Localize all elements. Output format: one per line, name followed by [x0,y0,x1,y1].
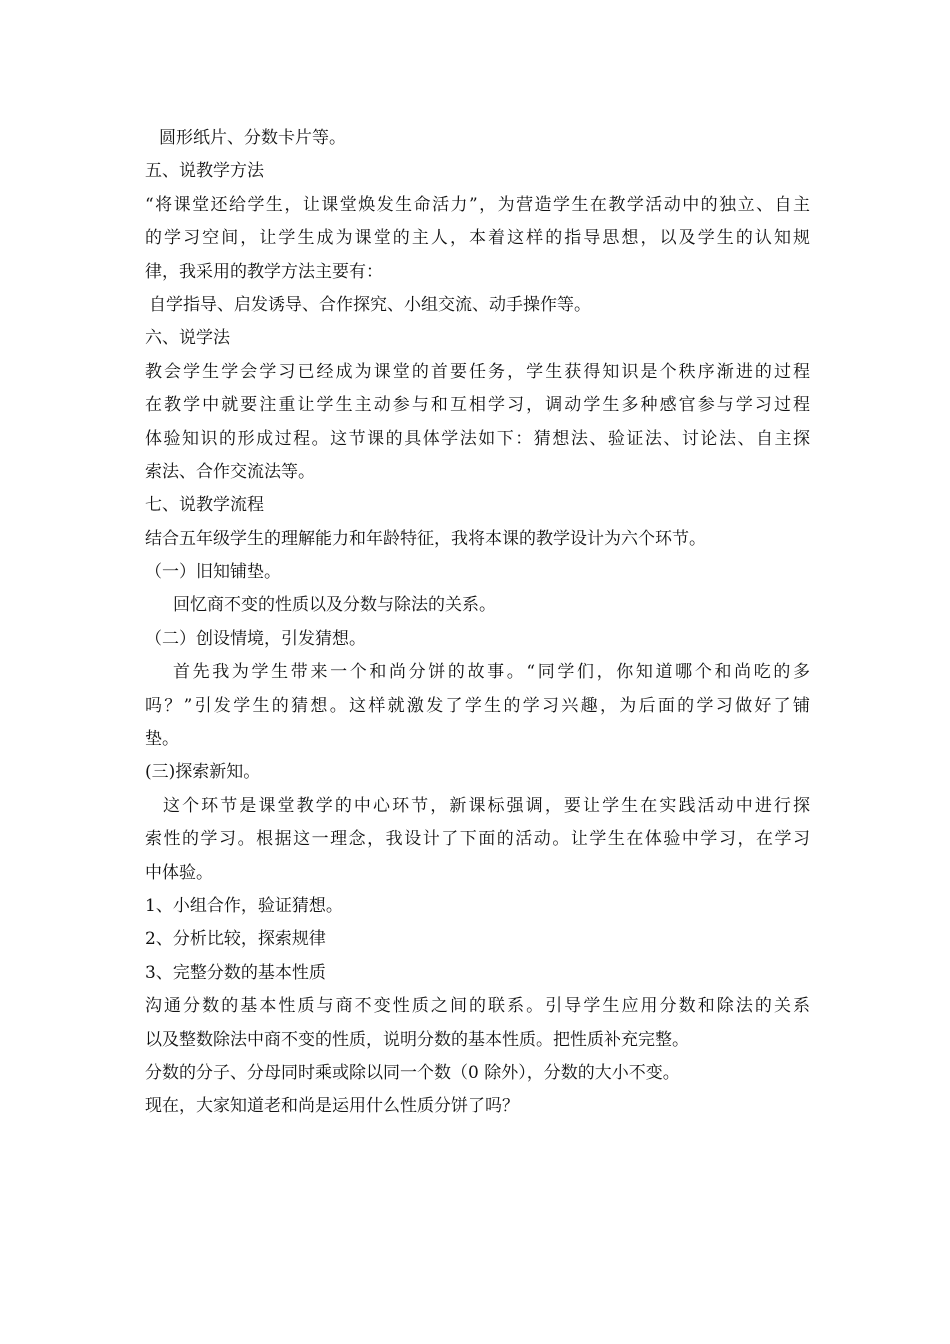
subsection-heading: （二）创设情境，引发猜想。 [145,628,366,649]
subsection-heading: (三)探索新知。 [145,762,261,783]
list-item: 2、分析比较，探索规律 [145,929,326,950]
paragraph-line: 分数的分子、分母同时乘或除以同一个数（0 除外），分数的大小不变。 [145,1062,680,1083]
document-body [145,122,810,1124]
paragraph-line: 这个环节是课堂教学的中心环节，新课标强调，要让学生在实践活动中进行探 [163,795,810,816]
paragraph-line: 在教学中就要注重让学生主动参与和互相学习，调动学生多种感官参与学习过程 [145,395,810,416]
paragraph-line: 结合五年级学生的理解能力和年龄特征，我将本课的教学设计为六个环节。 [145,528,706,549]
paragraph-line: 以及整数除法中商不变的性质，说明分数的基本性质。把性质补充完整。 [145,1029,689,1050]
list-item: 3、完整分数的基本性质 [145,962,326,983]
paragraph-line: “将课堂还给学生，让课堂焕发生命活力”，为营造学生在教学活动中的独立、自主 [145,194,810,215]
paragraph-line: 沟通分数的基本性质与商不变性质之间的联系。引导学生应用分数和除法的关系 [145,996,810,1017]
paragraph-line: 体验知识的形成过程。这节课的具体学法如下：猜想法、验证法、讨论法、自主探 [145,428,810,449]
list-item: 1、小组合作，验证猜想。 [145,895,343,916]
paragraph-line: 的学习空间，让学生成为课堂的主人，本着这样的指导思想，以及学生的认知规 [145,228,810,249]
paragraph-line: 圆形纸片、分数卡片等。 [159,128,346,148]
paragraph-line: 教会学生学会学习已经成为课堂的首要任务，学生获得知识是个秩序渐进的过程 [145,361,810,382]
paragraph-line: 律，我采用的教学方法主要有： [145,261,383,282]
paragraph-line: 索法、合作交流法等。 [145,461,315,482]
paragraph-line: 垫。 [145,729,179,750]
section-heading: 六、说学法 [145,328,230,349]
section-heading: 五、说教学方法 [145,161,264,182]
paragraph-line: 中体验。 [145,862,213,883]
subsection-heading: （一）旧知铺垫。 [145,562,281,583]
paragraph-line: 吗？”引发学生的猜想。这样就激发了学生的学习兴趣，为后面的学习做好了铺 [145,695,810,716]
section-heading: 七、说教学流程 [145,495,264,516]
paragraph-line: 首先我为学生带来一个和尚分饼的故事。“同学们，你知道哪个和尚吃的多 [173,662,810,683]
paragraph-line: 现在，大家知道老和尚是运用什么性质分饼了吗？ [145,1096,519,1117]
paragraph-line: 索性的学习。根据这一理念，我设计了下面的活动。让学生在体验中学习，在学习 [145,829,810,850]
paragraph-line: 自学指导、启发诱导、合作探究、小组交流、动手操作等。 [149,294,591,315]
paragraph-line: 回忆商不变的性质以及分数与除法的关系。 [173,595,496,616]
